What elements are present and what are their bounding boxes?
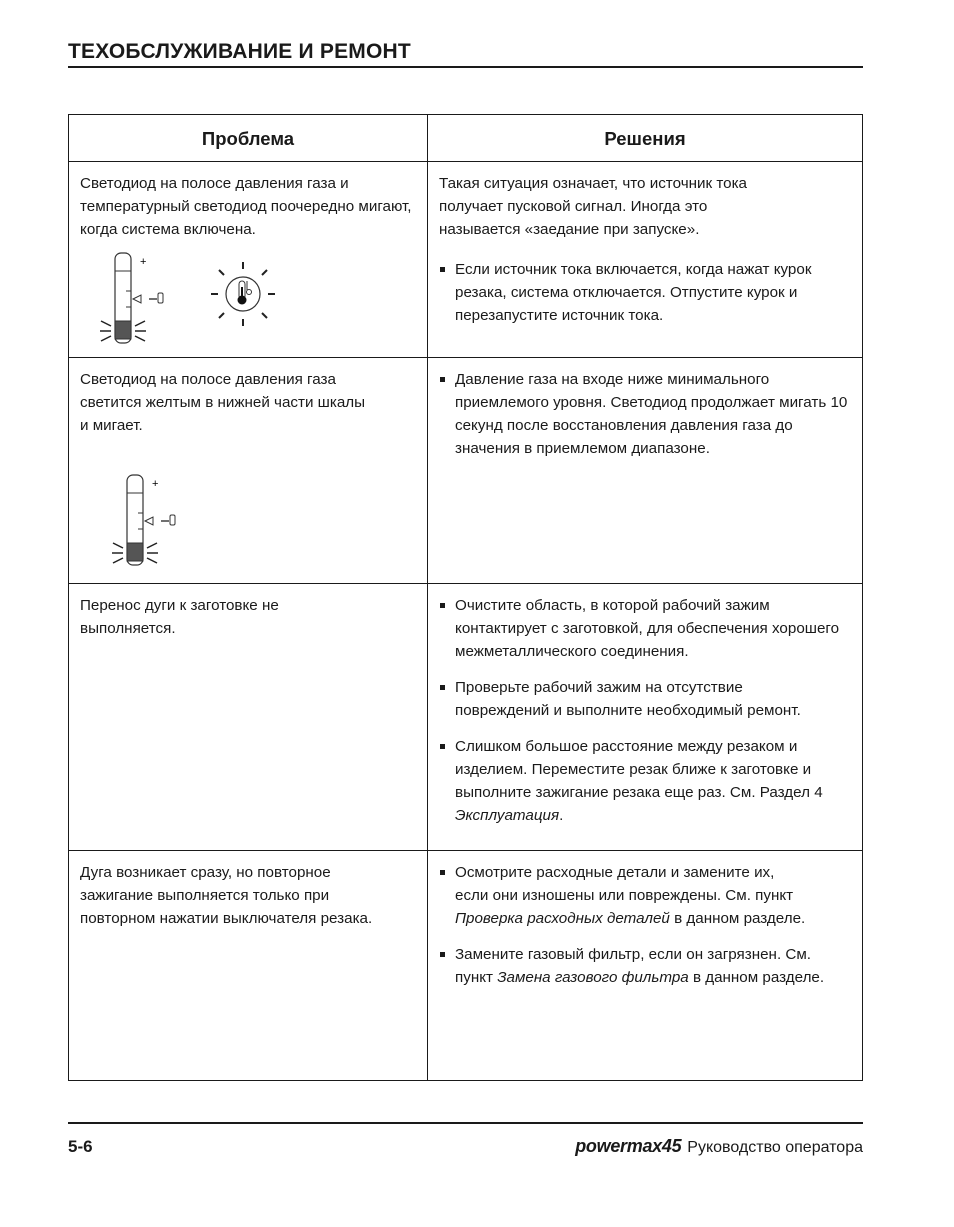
section-reference: Эксплуатация — [455, 807, 560, 824]
solution-item: Давление газа на входе ниже минимального приемлемого уровня. Светодиод продолжает мигать 10 секунд после восстановления давления газа до значения в приемлемом диапазоне. — [439, 368, 851, 460]
table-row — [69, 851, 863, 1081]
problem-illustration — [80, 251, 416, 347]
problem-text: Дуга возникает сразу, но повторное зажигание выполняется только при повторном нажатии выключателя резака. — [80, 864, 373, 927]
footer-rule — [68, 1122, 863, 1124]
problem-illustration — [80, 473, 416, 569]
solutions-cell — [428, 358, 863, 584]
svg-text:+: + — [152, 478, 159, 490]
manual-title: Руководство оператора — [687, 1139, 863, 1156]
solution-item — [439, 735, 851, 827]
column-header-problem: Проблема — [69, 115, 428, 162]
table-row — [69, 162, 863, 358]
solution-item: Очистите область, в которой рабочий зажим контактирует с заготовкой, для обеспечения хорошего межметаллического соединения. — [439, 594, 851, 663]
solution-text: Замените газовый фильтр, если он загрязнен. См. пункт — [455, 946, 812, 986]
brand-logo: powermax45 — [575, 1136, 682, 1156]
solution-text: Слишком большое расстояние между резаком и изделием. Переместите резак ближе к заготовке и выполните зажигание резака еще раз. См. Раздел 4 — [455, 738, 823, 801]
column-header-solutions: Решения — [428, 115, 863, 162]
table-row — [69, 584, 863, 851]
solutions-cell — [428, 162, 863, 358]
troubleshooting-table — [68, 114, 863, 1081]
solution-list — [439, 594, 851, 827]
temperature-led-icon — [208, 259, 278, 329]
page-title: ТЕХОБСЛУЖИВАНИЕ И РЕМОНТ — [68, 40, 411, 63]
problem-text: Перенос дуги к заготовке не выполняется. — [80, 597, 279, 637]
solution-item — [439, 943, 851, 989]
table-header-row — [69, 115, 863, 162]
gas-pressure-bar-icon — [110, 473, 310, 569]
solutions-cell — [428, 584, 863, 851]
solution-item: Проверьте рабочий зажим на отсутствие повреждений и выполните необходимый ремонт. — [439, 676, 851, 722]
problem-cell — [69, 162, 428, 358]
solutions-cell — [428, 851, 863, 1081]
section-reference: Замена газового фильтра — [497, 969, 689, 986]
table-row — [69, 358, 863, 584]
problem-cell — [69, 584, 428, 851]
problem-cell — [69, 851, 428, 1081]
svg-text:+: + — [140, 256, 147, 268]
solution-item: Если источник тока включается, когда нажат курок резака, система отключается. Отпустите курок и перезапустите источник тока. — [439, 258, 851, 327]
section-reference: Проверка расходных деталей — [455, 910, 670, 927]
problem-cell — [69, 358, 428, 584]
footer-doc-title — [575, 1136, 863, 1157]
solution-text-end: в данном разделе. — [688, 969, 825, 986]
solution-list — [439, 258, 851, 327]
solution-text: Осмотрите расходные детали и замените их, если они изношены или повреждены. См. пункт — [455, 864, 794, 904]
problem-text: Светодиод на полосе давления газа и температурный светодиод поочередно мигают, когда система включена. — [80, 175, 412, 238]
page-number: 5-6 — [68, 1137, 93, 1156]
solution-text-end: . — [559, 807, 564, 824]
problem-text: Светодиод на полосе давления газа светится желтым в нижней части шкалы и мигает. — [80, 371, 366, 434]
solution-list — [439, 861, 851, 989]
solution-text-end: в данном разделе. — [669, 910, 806, 927]
title-rule — [68, 66, 863, 68]
solution-intro: Такая ситуация означает, что источник тока получает пусковой сигнал. Иногда это называется «заедание при запуске». — [439, 175, 748, 238]
solution-item — [439, 861, 851, 930]
solution-list — [439, 368, 851, 460]
